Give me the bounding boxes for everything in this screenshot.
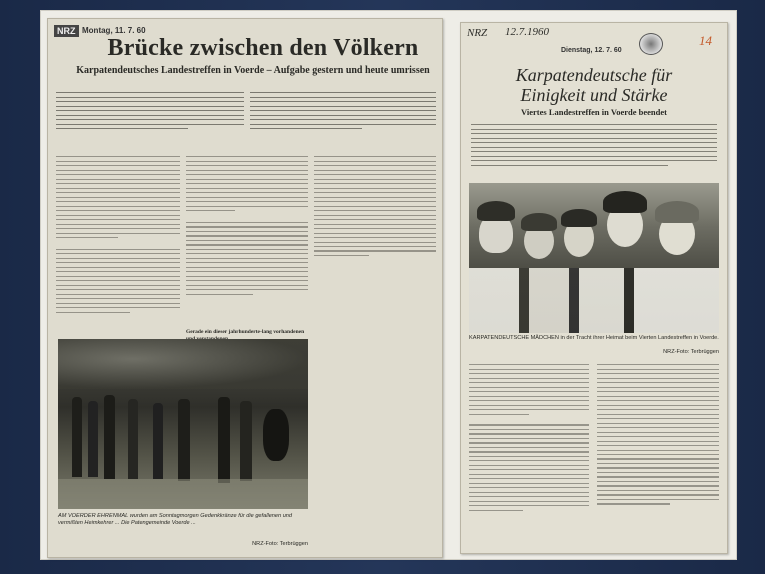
- article-column-1: [56, 153, 180, 316]
- handwritten-date: 12.7.1960: [505, 26, 549, 38]
- left-newspaper-clipping: [47, 18, 443, 558]
- girls-photo-credit: NRZ-Foto: Terbrüggen: [663, 349, 719, 355]
- lead-paragraph-2: [250, 89, 436, 133]
- article-column-2: [597, 361, 719, 508]
- handwritten-number: 14: [699, 33, 712, 48]
- subheadline: Karpatendeutsches Landestreffen in Voerde – Aufgabe gestern und heute umrissen: [76, 65, 430, 76]
- article-column-1: [469, 361, 589, 514]
- girls-photo-caption: KARPATENDEUTSCHE MÄDCHEN in der Tracht ihrer Heimat beim Vierten Landestreffen in Voerde.: [469, 335, 719, 341]
- memorial-photo-caption: AM VOERDER EHRENMAL wurden am Sonntagmorgen Gedenkkränze für die gefallenen und vermißten Heimkehrer ... Die Patengemeinde Voerde ...: [58, 513, 293, 526]
- headline: Brücke zwischen den Völkern: [107, 35, 419, 61]
- handwritten-paper-name: NRZ: [467, 27, 488, 39]
- paper-emblem-icon: [639, 33, 663, 55]
- article-column-2: [186, 153, 308, 298]
- article-column-3: [314, 153, 436, 259]
- crosshead: Gerade ein dieser jahrhunderte-lang vorhandenen: [186, 329, 305, 335]
- headline-line-1: Karpatendeutsche für: [515, 65, 673, 85]
- memorial-photo-credit: NRZ-Foto: Terbrüggen: [252, 541, 308, 547]
- headline-line-2: Einigkeit und Stärke: [520, 85, 668, 105]
- girls-photo: [469, 183, 719, 333]
- issue-date: Dienstag, 12. 7. 60: [561, 47, 622, 54]
- lead-paragraph: [56, 89, 244, 133]
- right-newspaper-clipping: [460, 22, 728, 554]
- paper-logo: NRZ: [54, 25, 79, 37]
- lead-paragraph: [471, 121, 717, 169]
- issue-date: Montag, 11. 7. 60: [82, 26, 146, 35]
- subheadline: Viertes Landestreffen in Voerde beendet: [521, 107, 667, 117]
- memorial-photo: [58, 339, 308, 509]
